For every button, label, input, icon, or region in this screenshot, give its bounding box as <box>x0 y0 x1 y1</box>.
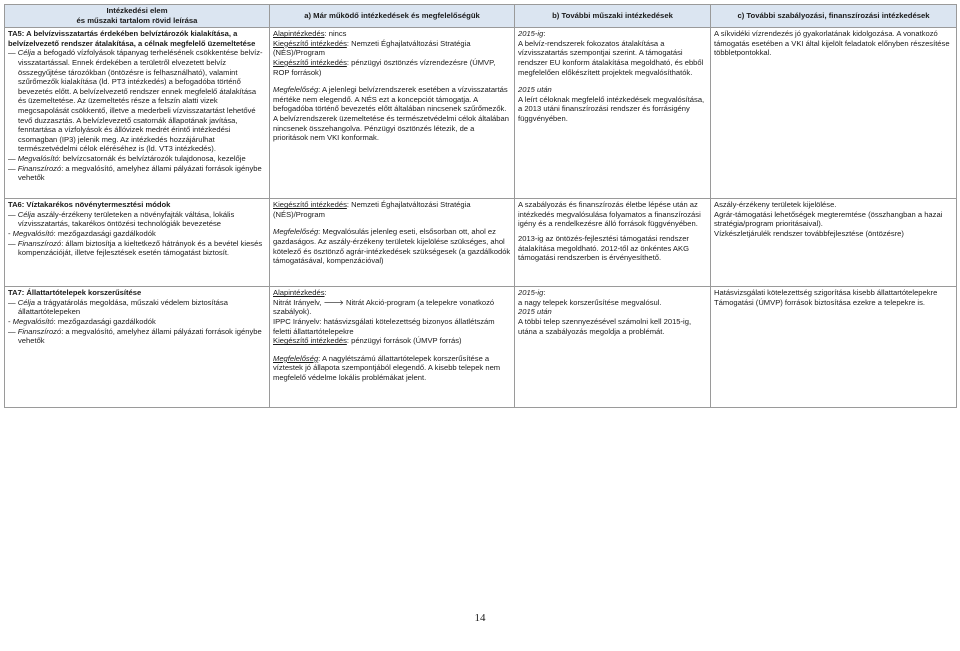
ta5-after-2015-label: 2015 után <box>518 85 552 95</box>
ta5-until-2015-text: A belvíz-rendszerek fokozatos átalakítása a vízvisszatartás szempontjai szerint. A támogatási rendszer EU konform átalakítása megoldható, és ebből megfelelően előkészített projektek megvalósíthatók. <box>518 38 704 77</box>
ta5-basic-text: : nincs <box>324 29 347 39</box>
ta5-adequacy-text: : A jelenlegi belvízrendszerek esetében a vízvisszatartás mértéke nem elegendő. A NÉS ezt a koncepciót támogatja. A befogadóba történő bevezetés előtt általában nincsenek szűrőmezők. A belvízrendszerek üzemeltetése és természetvédelmi célok általában nincsenek összehangolva. Pénzügyi ösztönzés létezik, de a prioritások nem VKI konformak. <box>273 85 509 143</box>
ta5-implementer-label: Megvalósító <box>17 153 59 163</box>
ta5-existing-cell <box>270 28 515 199</box>
ta7-nitrate-directive: Nitrát Irányelv, <box>273 297 324 307</box>
ta7-basic-text: : <box>324 288 327 298</box>
ta7-until-2015-label: 2015-ig <box>518 288 544 298</box>
ta5-financer-label: Finanszírozó <box>17 163 62 173</box>
ta7-goal-label: Célja <box>17 297 36 307</box>
ta6-regulatory-p2: Agrár-támogatási lehetőségek megteremtése (összhangban a hazai stratégia/program prioritásaival). <box>714 209 943 229</box>
ta6-existing-cell <box>270 199 515 287</box>
ta5-until-2015-label: 2015-ig <box>518 29 544 39</box>
header-col-regulatory: c) További szabályozási, finanszírozási intézkedések <box>711 5 957 28</box>
ta6-financer: — Finanszírozó: állam biztosítja a kieltetkező hátrányok és a bevétel kiesés kompenzációját, illetve fejlesztések esetén támogatást biztosít. <box>8 238 263 258</box>
ta5-supp2-text: : pénzügyi ösztönzés vízrendezésre (ÚMVP, ROP források) <box>273 57 496 77</box>
ta7-nitrate <box>273 298 511 317</box>
ta7-supp-text: : pénzügyi források (ÚMVP forrás) <box>346 336 462 346</box>
ta6-regulatory-p1: Aszály-érzékeny területek kijelölése. <box>714 200 837 210</box>
ta5-regulatory-cell <box>711 28 957 199</box>
ta5-supp1-label: Kiegészítő intézkedés <box>273 38 347 48</box>
ta7-ippc: IPPC Irányelv: hatásvizsgálati kötelezettség bizonyos állatlétszám feletti állattartótelepekre <box>273 316 495 336</box>
table-row-ta6 <box>5 199 957 287</box>
ta5-implementer: — Megvalósító: belvízcsatornák és belvíztározók tulajdonosa, kezelője <box>8 153 246 163</box>
measures-table <box>4 4 957 408</box>
ta7-goal-text: a trágyatárolás megoldása, műszaki védelem biztosítása állattartótelepeken <box>18 297 228 317</box>
ta7-supp-measure <box>273 336 511 346</box>
ta5-goal: — Célja a befogadó vízfolyások tápanyag terhelésének csökkentése belvíz-visszatartással. Ennek érdekében a területről elvezetett belvíz összegyűjtése tározókban (öntözésre is felhasználható), valamint szűrőmezők kialakítása (ld. PT3 intézkedés) a befogadóba történő bevezetés előtt. A belvízelvezető rendszer ennek megfelelő átalakítása és üzemeltetése. Az üzemeltetés része a felszín alatti vizek megcsapolását csökkentő, illetve a mederbeli vízvisszatartást lehetővé tevő duzzasztás. A belvízlevezető csatornák állapotának javítása, fenntartása a vízfolyások és állóvizek medrét érintő intézkedési csomagban (IP3) jelenik meg. Az intézkedés hozzájárulhat természetvédelmi célok eléréséhez is (ld. VT3 intézkedés). <box>8 48 263 154</box>
ta7-basic-label: Alapintézkedés <box>273 288 325 298</box>
ta7-technical-cell <box>515 287 711 408</box>
ta7-adequacy-label: Megfelelőség <box>273 353 319 363</box>
ta5-regulatory-text: A síkvidéki vízrendezés jó gyakorlatának kidolgozása. A vonatkozó támogatás esetében a VKI által kijelölt feladatok előnyben részesítése többletpontokkal. <box>714 29 950 58</box>
ta6-adequacy-label: Megfelelőség <box>273 227 319 237</box>
ta5-financer-text: : a megvalósító, amelyhez állami pályázati források igénybe vehetők <box>18 163 262 183</box>
ta6-implementer-label: Megvalósító <box>12 228 54 238</box>
ta5-technical-cell <box>515 28 711 199</box>
ta7-adequacy-text: : A nagylétszámú állattartótelepek korszerűsítése a víztestek jó állapota szempontjából elegendő. A kisebb telepek nem megfelelő védelme lokális problémákat jelent. <box>273 353 501 382</box>
ta5-adequacy-label: Megfelelőség <box>273 85 319 95</box>
table-row-ta7 <box>5 287 957 408</box>
header-col-element <box>5 5 270 28</box>
ta6-adequacy-text: : Megvalósulás jelenleg eseti, elsősorban ott, ahol ez gazdaságos. Az aszály-érzékeny területek kijelölése szükséges, ahol kötelező és ösztönző agrár-intézkedések szükségesek (a gazdálkodók támogatásával, kompenzációval) <box>273 227 511 266</box>
ta5-title: TA5: A belvízvisszatartás érdekében belvíztározók kialakítása, a belvízelvezető rendszer átalakítása, a célnak megfelelő üzemeltetése <box>8 29 256 48</box>
ta7-implementer-text: : mezőgazdasági gazdálkodók <box>53 316 156 326</box>
header-row <box>5 5 957 28</box>
table-row-ta5 <box>5 28 957 199</box>
ta6-goal-text: aszály-érzékeny területeken a növényfajták váltása, lokális vízvisszatartás, takarékos öntözési technológiák bevezetése <box>18 209 235 229</box>
ta6-goal-label: Célja <box>17 209 36 219</box>
ta7-regulatory-text: Hatásvizsgálati kötelezettség szigorítása kisebb állattartótelepekre Támogatási (ÚMVP) források biztosítása ezekre a telepekre is. <box>714 288 938 307</box>
ta6-financer-label: Finanszírozó <box>17 238 62 248</box>
arrow-right-icon: 🡒 <box>323 297 344 307</box>
ta7-implementer: - Megvalósító: mezőgazdasági gazdálkodók <box>8 316 156 326</box>
ta7-until-2015: 2015-ig: <box>518 288 546 298</box>
ta7-description-cell <box>5 287 270 408</box>
ta7-basic-measure <box>273 288 511 298</box>
ta6-supp-measure <box>273 200 511 219</box>
ta7-financer-label: Finanszírozó <box>17 326 62 336</box>
ta7-nitrate-program: Nitrát Akció-program (a telepekre vonatkozó szabályok). <box>273 297 495 317</box>
header-col-element-line2: és műszaki tartalom rövid leírása <box>76 15 198 25</box>
ta7-financer: — Finanszírozó: a megvalósító, amelyhez állami pályázati források igénybe vehetők <box>8 326 262 346</box>
ta6-title: TA6: Víztakarékos növénytermesztési módok <box>8 200 171 210</box>
ta6-implementer-text: : mezőgazdasági gazdálkodók <box>53 228 156 238</box>
ta7-regulatory-cell <box>711 287 957 408</box>
ta5-supp-measure-2 <box>273 58 511 77</box>
ta5-goal-text: a befogadó vízfolyások tápanyag terhelésének csökkentése belvíz-visszatartással. Ennek érdekében a területről elvezetett belvíz összegyűjtése tározókban (öntözésre is felhasználható), valamint szűrőmezők kialakítása (ld. PT3 intézkedés) a befogadóba történő bevezetés előtt. A belvízelvezető rendszer ennek megfelelő átalakítása és üzemeltetése. Az üzemeltetés része a felszín alatti vizek megcsapolását csökkentő, illetve a mederbeli vízvisszatartást lehetővé tevő duzzasztás. A belvízlevezető csatornák állapotának javítása, fenntartása a vízfolyások és állóvizek medrét érintő intézkedési csomagban (IP3) jelenik meg. Az intézkedés hozzájárulhat természetvédelmi célok eléréséhez is (ld. VT3 intézkedés). <box>18 48 263 154</box>
ta7-after-2015-label: 2015 után <box>518 307 552 317</box>
ta5-adequacy <box>273 85 511 143</box>
ta5-basic-label: Alapintézkedés <box>273 29 325 39</box>
header-col-existing: a) Már működő intézkedések és megfelelőségük <box>270 5 515 28</box>
ta6-implementer: - Megvalósító: mezőgazdasági gazdálkodók <box>8 228 156 238</box>
ta6-goal: — Célja aszály-érzékeny területeken a növényfajták váltása, lokális vízvisszatartás, takarékos öntözési technológiák bevezetése <box>8 209 235 229</box>
ta6-description-cell <box>5 199 270 287</box>
ta5-until-2015: 2015-ig: <box>518 29 546 39</box>
ta6-regulatory-p3: Vízkészletjárulék rendszer továbbfejlesztése (öntözésre) <box>714 228 904 238</box>
ta5-goal-label: Célja <box>17 48 36 58</box>
ta6-financer-text: : állam biztosítja a kieltetkező hátrányok és a bevétel kiesés kompenzációját, illetve fejlesztések esetén támogatást biztosít. <box>18 238 263 258</box>
ta5-supp1-text: : Nemzeti Éghajlatváltozási Stratégia (NÉS)/Program <box>273 38 471 58</box>
header-col-element-line1: Intézkedési elem <box>106 6 168 15</box>
ta6-technical-p1: A szabályozás és finanszírozás életbe lépése után az intézkedés megvalósulása folyamatos a finanszírozási igény és a rendelkezésre álló források függvényében. <box>518 200 701 229</box>
ta7-goal: — Célja a trágyatárolás megoldása, műszaki védelem biztosítása állattartótelepeken <box>8 297 228 317</box>
ta7-after-2015-text: A többi telep szennyezésével számolni kell 2015-ig, utána a szabályozás megoldja a problémát. <box>518 316 692 336</box>
ta7-adequacy <box>273 354 511 383</box>
ta7-supp-label: Kiegészítő intézkedés <box>273 336 347 346</box>
ta5-financer: — Finanszírozó: a megvalósító, amelyhez állami pályázati források igénybe vehetők <box>8 163 262 183</box>
ta7-title: TA7: Állattartótelepek korszerűsítése <box>8 288 142 298</box>
ta5-after-2015-text: A leírt céloknak megfelelő intézkedések megvalósítása, a 2013 utáni finanszírozási rendszer és forrásigény függvényében. <box>518 94 705 123</box>
header-col-technical: b) További műszaki intézkedések <box>515 5 711 28</box>
page-number: 14 <box>474 612 486 624</box>
ta6-adequacy <box>273 227 511 265</box>
ta5-basic-measure <box>273 29 511 39</box>
ta7-financer-text: : a megvalósító, amelyhez állami pályázati források igénybe vehetők <box>18 326 262 346</box>
ta5-supp-measure-1 <box>273 39 511 58</box>
ta7-existing-cell <box>270 287 515 408</box>
ta5-description-cell <box>5 28 270 199</box>
ta6-supp-text: : Nemzeti Éghajlatváltozási Stratégia (NÉS)/Program <box>273 200 471 219</box>
ta6-regulatory-cell <box>711 199 957 287</box>
ta7-until-2015-text: a nagy telepek korszerűsítése megvalósul. <box>518 297 662 307</box>
ta5-implementer-text: : belvízcsatornák és belvíztározók tulajdonosa, kezelője <box>58 153 246 163</box>
ta5-supp2-label: Kiegészítő intézkedés <box>273 57 347 67</box>
ta6-technical-cell <box>515 199 711 287</box>
ta6-technical-p2: 2013-ig az öntözés-fejlesztési támogatási rendszer átalakítása megoldható. 2012-től az önkéntes AKG támogatási rendszerben is érvényesíthető. <box>518 233 689 263</box>
ta7-implementer-label: Megvalósító <box>12 316 54 326</box>
ta6-supp-label: Kiegészítő intézkedés <box>273 200 347 210</box>
